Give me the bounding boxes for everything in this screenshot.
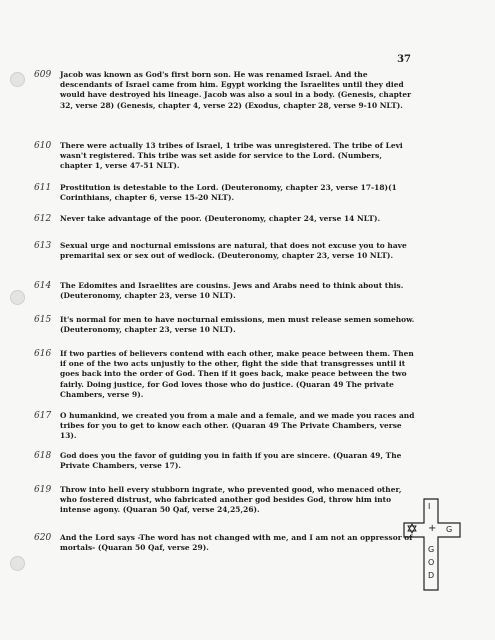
entry-text: Prostitution is detestable to the Lord. (Deuteronomy, chapter 23, verse 17-18)(1 Corinthians, chapter 6, verse 15-20 NLT). bbox=[60, 183, 397, 203]
punch-hole bbox=[10, 72, 25, 87]
entry-text: O humankind, we created you from a male and a female, and we made you races and tribes for you to get to know each other. (Quaran 49 The Private Chambers, verse 13). bbox=[60, 411, 415, 441]
cross-letter: D bbox=[428, 571, 435, 580]
entry-text: Never take advantage of the poor. (Deuteronomy, chapter 24, verse 14 NLT). bbox=[60, 214, 381, 223]
entry-text: The Edomites and Israelites are cousins. Jews and Arabs need to think about this. (Deuteronomy, chapter 23, verse 10 NLT). bbox=[60, 281, 404, 301]
entry-number: 611 bbox=[34, 183, 52, 193]
entry-number: 620 bbox=[34, 533, 52, 543]
cross-center-mark: + bbox=[428, 523, 437, 534]
entry-text: If two parties of believers contend with each other, make peace between them. Then if one of the two acts unjustly to the other, fight the side that transgresses until it goes back into the order of God. Then if it goes back, make peace between the two fairly. Doing justice, for God loves those who do justice. (Quaran 49 The private Chambers, verse 9). bbox=[60, 349, 414, 399]
punch-hole bbox=[10, 556, 25, 571]
entry-number: 616 bbox=[34, 349, 52, 359]
entry-number: 615 bbox=[34, 315, 52, 325]
entry-number: 618 bbox=[34, 451, 52, 461]
entry-number: 613 bbox=[34, 241, 52, 251]
cross-letter: G bbox=[428, 545, 435, 554]
punch-hole bbox=[10, 290, 25, 305]
entry-number: 614 bbox=[34, 281, 52, 291]
entry-text: There were actually 13 tribes of Israel, 1 tribe was unregistered. The tribe of Levi wasn't registered. This tribe was set aside for service to the Lord. (Numbers, chapter 1, verse 47-51 NLT). bbox=[60, 141, 403, 171]
entry-number: 612 bbox=[34, 214, 52, 224]
entry-text: Jacob was known as God's first born son. He was renamed Israel. And the descendants of Israel came from him. Egypt working the Israelites until they died would have destroyed his lineage. Jacob was also a soul in a body. (Genesis, chapter 32, verse 28) (Genesis, chapter 4, verse 22) (Exodus, chapter 28, verse 9-10 NLT). bbox=[60, 70, 412, 110]
entry-number: 619 bbox=[34, 485, 52, 495]
entry-text: And the Lord says -The word has not changed with me, and I am not an oppressor of mortals- (Quaran 50 Qaf, verse 29). bbox=[60, 533, 413, 553]
cross-letter: G bbox=[446, 525, 453, 534]
cross-drawing bbox=[398, 497, 468, 592]
entry-text: Throw into hell every stubborn ingrate, who prevented good, who menaced other, who fostered distrust, who fabricated another god besides God, throw him into intense agony. (Quaran 50 Qaf, verse 24,25,26). bbox=[60, 485, 402, 515]
entry-text: It's normal for men to have nocturnal emissions, men must release semen somehow. (Deuteronomy, chapter 23, verse 10 NLT). bbox=[60, 315, 415, 335]
entry-number: 617 bbox=[34, 411, 52, 421]
cross-letter: O bbox=[428, 558, 435, 567]
entry-number: 610 bbox=[34, 141, 52, 151]
entry-number: 609 bbox=[34, 70, 52, 80]
entry-text: God does you the favor of guiding you in faith if you are sincere. (Quaran 49, The Private Chambers, verse 17). bbox=[60, 451, 402, 471]
cross-letter: I bbox=[428, 502, 431, 511]
star-of-david-icon bbox=[408, 524, 416, 533]
page-number: 37 bbox=[397, 54, 411, 65]
entry-text: Sexual urge and nocturnal emissions are natural, that does not excuse you to have premarital sex or sex out of wedlock. (Deuteronomy, chapter 23, verse 10 NLT). bbox=[60, 241, 407, 261]
